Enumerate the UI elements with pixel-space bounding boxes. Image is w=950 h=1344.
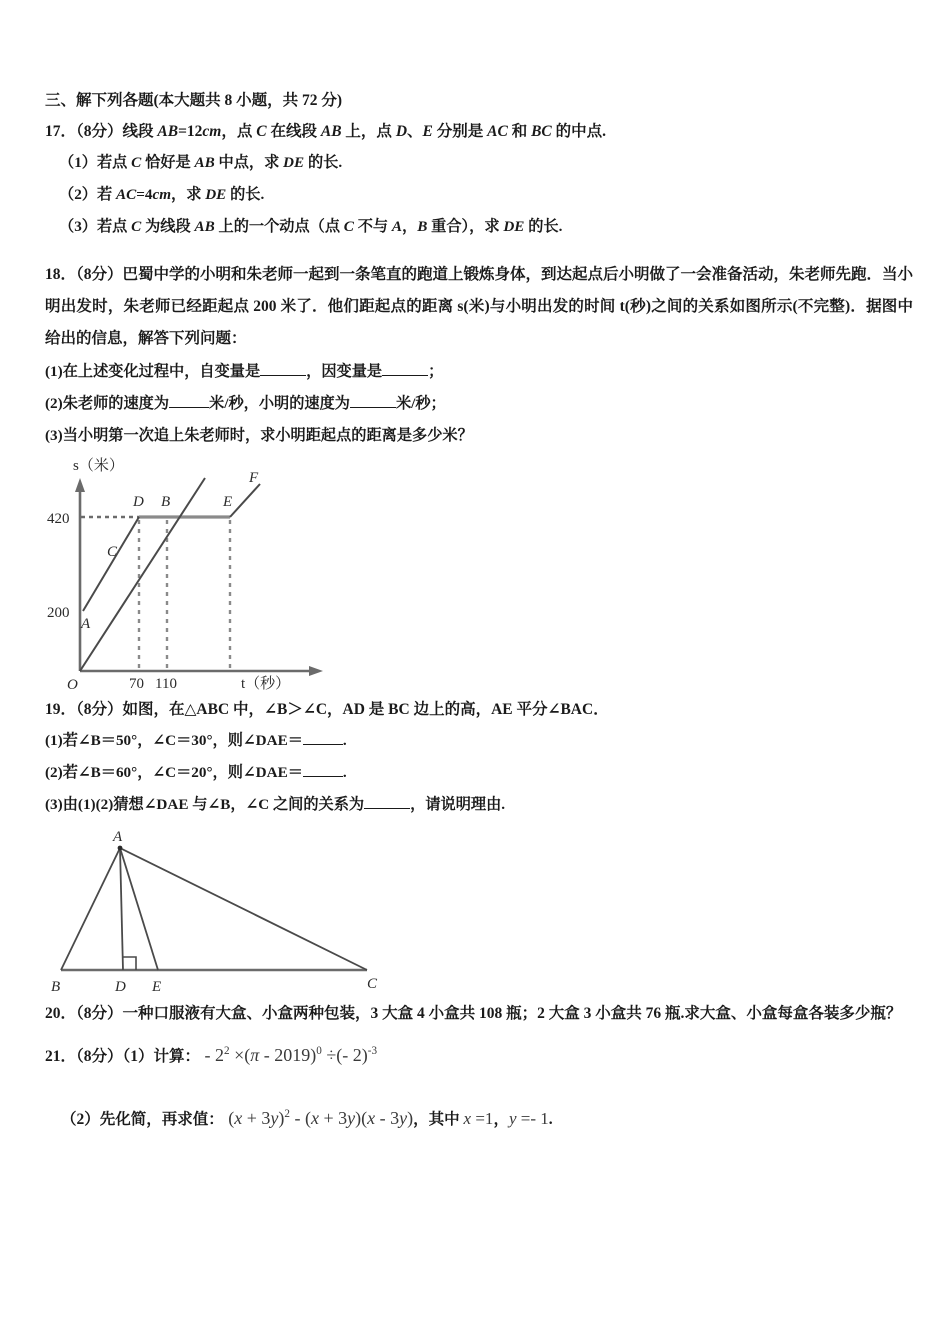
question-17-part-3: （3）若点 C 为线段 AB 上的一个动点（点 C 不与 A，B 重合），求 DE 的长. (59, 218, 563, 235)
question-18-part-1: (1)在上述变化过程中，自变量是 ，因变量是 ； (45, 363, 444, 381)
y-axis-label: s（米） (73, 458, 124, 475)
point-label-D: D (133, 494, 144, 511)
section-heading: 三、解下列各题(本大题共 8 小题，共 72 分) (45, 92, 343, 109)
distance-time-svg (45, 456, 385, 691)
segment-AD-altitude (120, 848, 123, 970)
question-19-part-1: (1)若∠B＝50°，∠C＝30°，则∠DAE＝ . (45, 732, 347, 750)
vertex-label-D: D (115, 979, 126, 996)
line-teacher-AD (83, 517, 139, 611)
vertex-label-A: A (113, 829, 123, 846)
x-axis-label: t（秒） (241, 676, 291, 692)
answer-blank[interactable] (169, 407, 209, 408)
line-EF (230, 484, 260, 517)
answer-blank[interactable] (350, 407, 396, 408)
figure-distance-time-graph (45, 456, 913, 691)
answer-blank[interactable] (303, 744, 343, 745)
answer-blank[interactable] (260, 375, 306, 376)
question-18-stem-text: 18．（8分）巴蜀中学的小明和朱老师一起到一条笔直的跑道上锻炼身体，到达起点后小明做了一会准备活动，朱老师先跑．当小明出发时，朱老师已经距起点 200 米了．他们距起点的距离 s(米)与小明出发的时间 t(秒)之间的关系如图所示(不完整)．据图中给出的信息，解答下列问题： (45, 266, 914, 347)
x-tick-110: 110 (155, 676, 177, 692)
origin-label: O (67, 677, 78, 692)
y-tick-420: 420 (47, 511, 70, 528)
vertex-label-C: C (367, 976, 378, 993)
point-label-B: B (161, 494, 171, 511)
vertex-label-B: B (51, 979, 61, 996)
right-angle-mark (123, 957, 136, 970)
figure-triangle (45, 828, 913, 996)
question-18-part-2: (2)朱老师的速度为 米/秒，小明的速度为 米/秒； (45, 395, 446, 413)
y-axis-arrow (75, 478, 85, 492)
point-label-C: C (107, 544, 118, 561)
question-18-part-3: (3)当小明第一次追上朱老师时，求小明距起点的距离是多少米？ (45, 427, 473, 445)
x-axis-arrow (309, 666, 323, 676)
question-21-part-2-formula: $(x + 3y)^2 - (x + 3y)(x - 3y)$ (223, 1108, 414, 1129)
point-label-E: E (223, 494, 233, 511)
question-17-part-2: （2）若 AC=4cm，求 DE 的长. (59, 186, 265, 203)
question-19-stem: 19．（8分）如图，在△ABC 中，∠B＞∠C，AD 是 BC 边上的高，AE 平分∠BAC． (45, 701, 609, 719)
answer-blank[interactable] (364, 808, 410, 809)
question-18-stem (45, 259, 913, 354)
point-label-F: F (249, 470, 259, 487)
segment-AB (61, 848, 120, 970)
x-tick-70: 70 (129, 676, 144, 692)
question-21-part-2-label: （2）先化简，再求值： (61, 1111, 224, 1129)
segment-AC (120, 848, 367, 970)
question-21-part-1-formula: - $2^2 \times(\pi - 2019)^0$ ÷(- 2)$^{-3}$ (200, 1045, 378, 1066)
answer-blank[interactable] (382, 375, 428, 376)
question-20-stem: 20．（8分）一种口服液有大盒、小盒两种包装，3 大盒 4 小盒共 108 瓶；2 大盒 3 小盒共 76 瓶.求大盒、小盒每盒各装多少瓶？ (45, 1005, 902, 1023)
answer-blank[interactable] (303, 776, 343, 777)
question-17-stem (45, 119, 913, 141)
segment-AE-bisector (120, 848, 158, 970)
triangle-svg (45, 828, 445, 996)
page-content (45, 88, 913, 1142)
vertex-dot-A (118, 846, 123, 851)
vertex-label-E: E (152, 979, 162, 996)
question-19-part-3: (3)由(1)(2)猜想∠DAE 与∠B，∠C 之间的关系为 ，请说明理由. (45, 796, 506, 814)
question-21-part-1-label: 21．（8分）（1）计算： (45, 1048, 201, 1066)
question-21-part-2-tail: ，其中 x =1，y =- 1. (413, 1109, 553, 1129)
y-tick-200: 200 (47, 605, 70, 622)
question-19-part-2: (2)若∠B＝60°，∠C＝20°，则∠DAE＝ . (45, 764, 347, 782)
question-17-part-1: （1）若点 C 恰好是 AB 中点，求 DE 的长. (59, 154, 343, 171)
point-label-A: A (81, 616, 91, 633)
question-21-part-2 (45, 1105, 913, 1132)
question-21-part-1 (45, 1042, 913, 1069)
question-17-stem-text: 17．（8分）线段 AB=12cm，点 C 在线段 AB 上，点 D、E 分别是 AC 和 BC 的中点. (45, 123, 607, 140)
